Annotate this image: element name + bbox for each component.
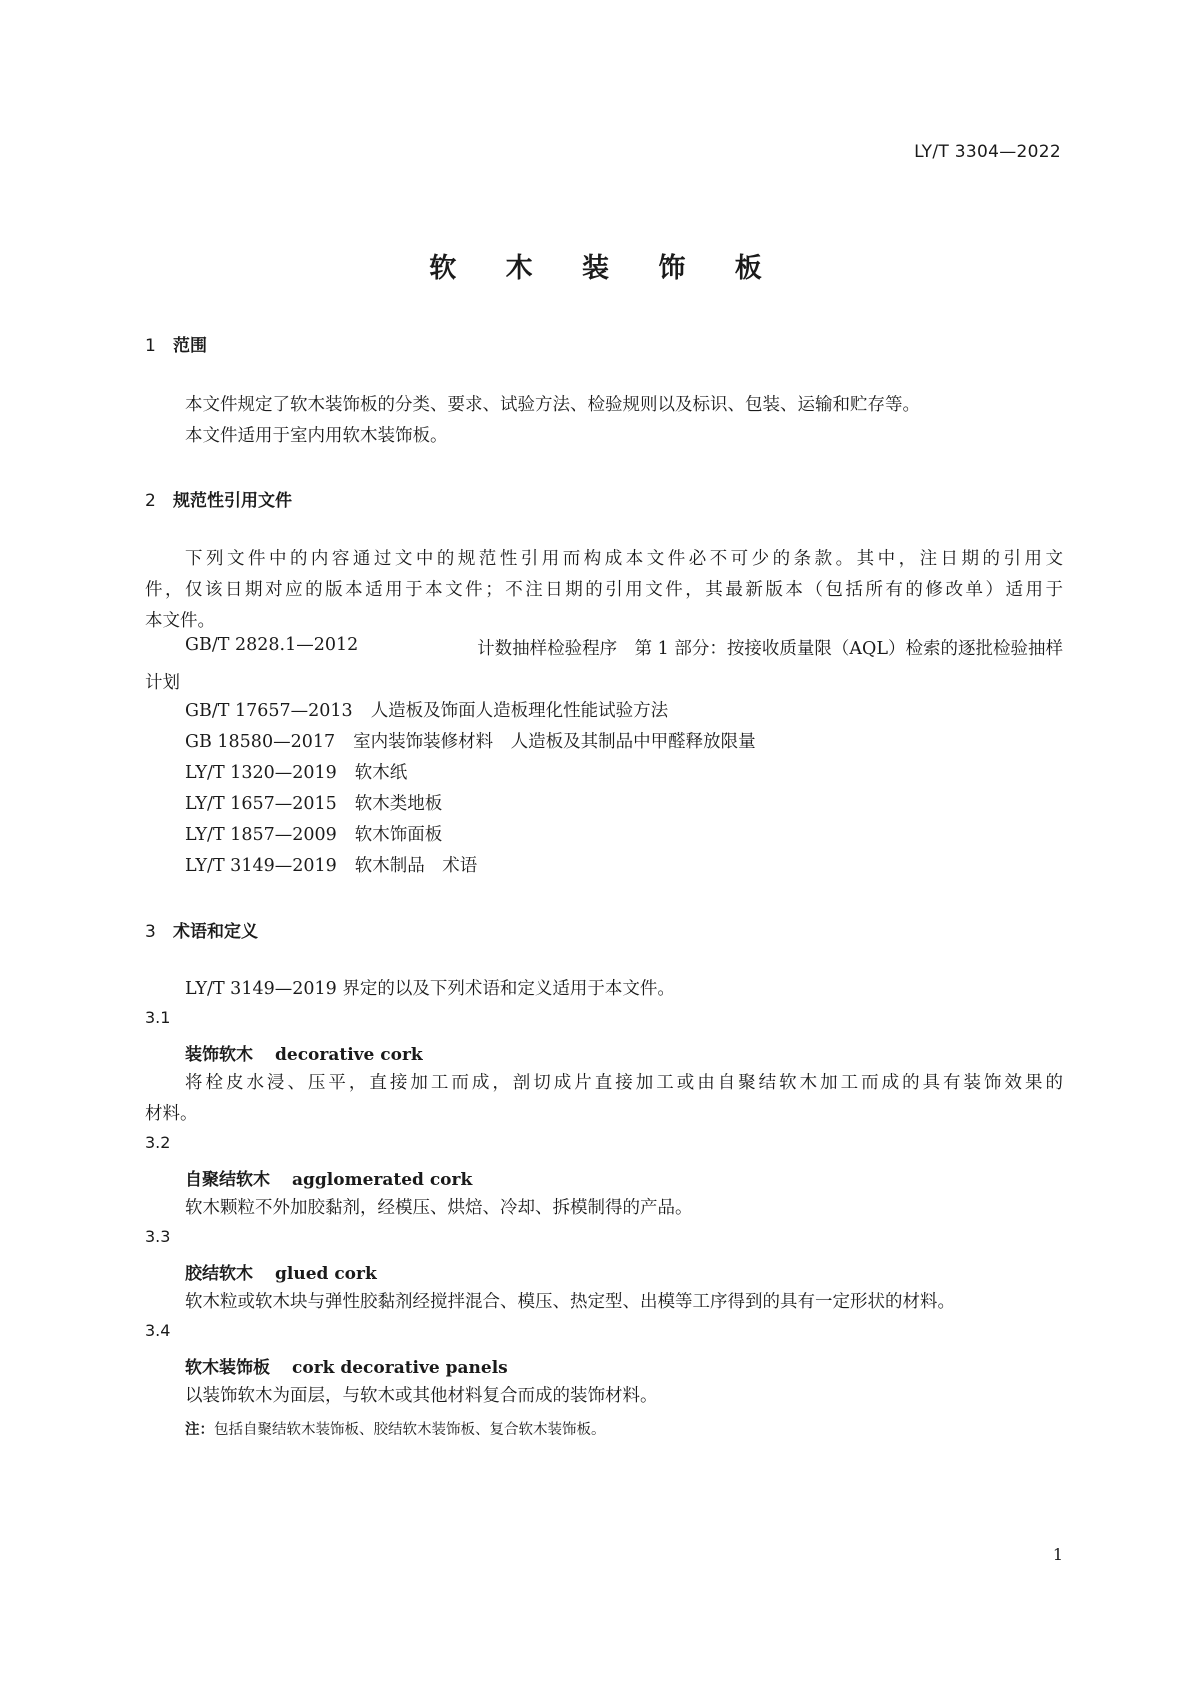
term-definition-line: 以装饰软木为面层，与软木或其他材料复合而成的装饰材料。 — [185, 1386, 658, 1406]
term-name-en: glued cork — [275, 1264, 377, 1284]
section-title: 规范性引用文件 — [173, 491, 292, 511]
reference-item — [185, 635, 1063, 660]
reference-code: LY/T 1320—2019 — [185, 763, 337, 783]
note-label: 注： — [185, 1422, 214, 1438]
section-2-heading — [145, 486, 292, 511]
section-1-heading — [145, 331, 207, 356]
term-name-en: decorative cork — [275, 1045, 423, 1065]
reference-code: LY/T 1657—2015 — [185, 794, 337, 814]
paragraph-line: 本文件。 — [145, 611, 215, 631]
page-number: 1 — [1052, 1545, 1063, 1564]
reference-item — [185, 821, 442, 846]
reference-continuation: 计划 — [145, 673, 180, 693]
reference-item — [185, 790, 442, 815]
note — [185, 1418, 606, 1439]
reference-name: 计数抽样检验程序 第 1 部分：按接收质量限（AQL）检索的逐批检验抽样 — [477, 639, 1063, 659]
term-name-cn: 自聚结软木 — [185, 1170, 270, 1190]
term-name — [185, 1353, 508, 1378]
document-title: 软 木 装 饰 板 — [429, 253, 782, 284]
section-title: 术语和定义 — [173, 922, 258, 942]
term-name — [185, 1165, 472, 1190]
term-definition-line: 软木粒或软木块与弹性胶黏剂经搅拌混合、模压、热定型、出模等工序得到的具有一定形状的材料。 — [185, 1292, 955, 1312]
term-definition-line: 将栓皮水浸、压平，直接加工而成，剖切成片直接加工或由自聚结软木加工而成的具有装饰效果的 — [185, 1073, 1063, 1093]
term-number: 3.2 — [145, 1133, 171, 1152]
section-number: 2 — [145, 491, 156, 511]
reference-code: LY/T 1857—2009 — [185, 825, 337, 845]
section-title: 范围 — [173, 336, 207, 356]
reference-item — [185, 852, 477, 877]
term-number: 3.1 — [145, 1008, 171, 1027]
paragraph-line: 件，仅该日期对应的版本适用于本文件；不注日期的引用文件，其最新版本（包括所有的修改单）适用于 — [145, 580, 1063, 600]
term-name — [185, 1259, 377, 1284]
paragraph: 本文件规定了软木装饰板的分类、要求、试验方法、检验规则以及标识、包装、运输和贮存等。 — [185, 395, 920, 415]
reference-code: GB 18580—2017 — [185, 732, 336, 752]
paragraph: 本文件适用于室内用软木装饰板。 — [185, 426, 448, 446]
note-text: 包括自聚结软木装饰板、胶结软木装饰板、复合软木装饰板。 — [214, 1422, 606, 1438]
term-number: 3.4 — [145, 1321, 171, 1340]
reference-item — [185, 728, 756, 753]
section-3-heading — [145, 917, 258, 942]
reference-name: 软木制品 术语 — [354, 856, 478, 876]
standard-code: LY/T 3304—2022 — [914, 142, 1061, 162]
reference-code: GB/T 17657—2013 — [185, 701, 353, 721]
term-name — [185, 1040, 423, 1065]
reference-code: LY/T 3149—2019 — [185, 856, 337, 876]
term-name-cn: 装饰软木 — [185, 1045, 253, 1065]
section-number: 1 — [145, 336, 156, 356]
paragraph-line: 下列文件中的内容通过文中的规范性引用而构成本文件必不可少的条款。其中，注日期的引用文 — [185, 549, 1063, 569]
reference-name: 软木类地板 — [354, 794, 443, 814]
reference-name: 人造板及饰面人造板理化性能试验方法 — [370, 701, 669, 721]
section-number: 3 — [145, 922, 156, 942]
reference-name: 室内装饰装修材料 人造板及其制品中甲醛释放限量 — [353, 732, 756, 752]
term-definition-line: 材料。 — [145, 1104, 198, 1124]
term-name-en: cork decorative panels — [292, 1358, 508, 1378]
term-name-en: agglomerated cork — [292, 1170, 473, 1190]
reference-name: 软木饰面板 — [354, 825, 443, 845]
term-name-cn: 胶结软木 — [185, 1264, 253, 1284]
term-name-cn: 软木装饰板 — [185, 1358, 270, 1378]
reference-item — [185, 697, 668, 722]
reference-item — [185, 759, 407, 784]
reference-code: GB/T 2828.1—2012 — [185, 635, 359, 655]
paragraph: LY/T 3149—2019 界定的以及下列术语和定义适用于本文件。 — [185, 979, 675, 999]
term-definition-line: 软木颗粒不外加胶黏剂，经模压、烘焙、冷却、拆模制得的产品。 — [185, 1198, 693, 1218]
term-number: 3.3 — [145, 1227, 171, 1246]
reference-name: 软木纸 — [354, 763, 408, 783]
